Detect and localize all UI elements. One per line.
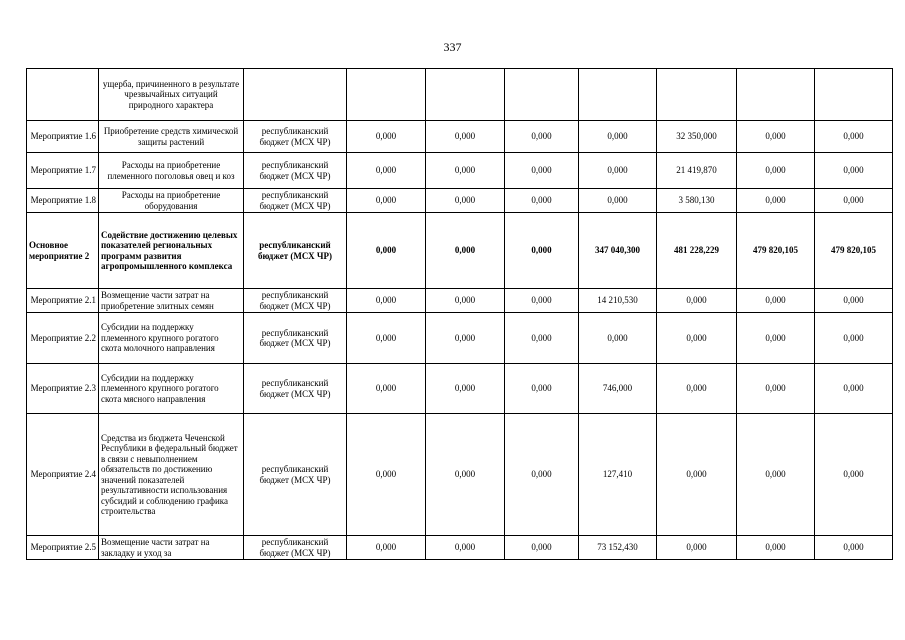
row-code-cell: Мероприятие 2.4 xyxy=(27,414,99,536)
value-cell: 0,000 xyxy=(505,213,579,289)
value-cell: 14 210,530 xyxy=(579,289,657,313)
value-cell: 0,000 xyxy=(815,153,893,189)
row-name-cell: Содействие достижению целевых показателей региональных программ развития агропромышленного комплекса xyxy=(99,213,244,289)
value-cell: 0,000 xyxy=(347,414,426,536)
value-cell: 0,000 xyxy=(426,213,505,289)
row-code-cell xyxy=(27,69,99,121)
value-cell: 0,000 xyxy=(737,289,815,313)
table-row xyxy=(27,69,893,121)
table-row xyxy=(27,313,893,364)
value-cell: 0,000 xyxy=(426,153,505,189)
row-name-cell: Возмещение части затрат на приобретение элитных семян xyxy=(99,289,244,313)
table-row xyxy=(27,536,893,560)
value-cell: 0,000 xyxy=(815,414,893,536)
row-source-cell: республиканский бюджет (МСХ ЧР) xyxy=(244,121,347,153)
table-row xyxy=(27,289,893,313)
value-cell: 0,000 xyxy=(426,414,505,536)
value-cell: 0,000 xyxy=(426,536,505,560)
value-cell: 0,000 xyxy=(505,536,579,560)
value-cell: 0,000 xyxy=(657,414,737,536)
row-name-cell: Возмещение части затрат на закладку и уход за xyxy=(99,536,244,560)
value-cell: 0,000 xyxy=(737,414,815,536)
value-cell xyxy=(579,69,657,121)
value-cell: 0,000 xyxy=(579,153,657,189)
row-name-cell: Субсидии на поддержку племенного крупного рогатого скота молочного направления xyxy=(99,313,244,364)
row-source-cell: республиканский бюджет (МСХ ЧР) xyxy=(244,213,347,289)
row-code-cell: Мероприятие 2.2 xyxy=(27,313,99,364)
value-cell: 0,000 xyxy=(347,313,426,364)
row-name-cell: Расходы на приобретение оборудования xyxy=(99,189,244,213)
value-cell: 0,000 xyxy=(505,364,579,414)
value-cell: 0,000 xyxy=(657,364,737,414)
row-code-cell: Мероприятие 1.8 xyxy=(27,189,99,213)
value-cell: 32 350,000 xyxy=(657,121,737,153)
row-name-cell: Расходы на приобретение племенного поголовья овец и коз xyxy=(99,153,244,189)
value-cell: 0,000 xyxy=(426,121,505,153)
value-cell: 3 580,130 xyxy=(657,189,737,213)
table-row xyxy=(27,414,893,536)
row-code-cell: Основное мероприятие 2 xyxy=(27,213,99,289)
row-name-cell: Приобретение средств химической защиты растений xyxy=(99,121,244,153)
value-cell: 0,000 xyxy=(347,289,426,313)
value-cell: 0,000 xyxy=(505,414,579,536)
row-source-cell: республиканский бюджет (МСХ ЧР) xyxy=(244,313,347,364)
value-cell: 0,000 xyxy=(426,313,505,364)
value-cell: 0,000 xyxy=(815,536,893,560)
value-cell: 127,410 xyxy=(579,414,657,536)
value-cell: 73 152,430 xyxy=(579,536,657,560)
value-cell: 0,000 xyxy=(579,121,657,153)
table-row xyxy=(27,189,893,213)
value-cell: 0,000 xyxy=(347,213,426,289)
value-cell: 0,000 xyxy=(347,121,426,153)
value-cell: 0,000 xyxy=(657,313,737,364)
value-cell: 347 040,300 xyxy=(579,213,657,289)
row-source-cell xyxy=(244,69,347,121)
value-cell xyxy=(347,69,426,121)
value-cell: 0,000 xyxy=(737,189,815,213)
value-cell: 0,000 xyxy=(505,289,579,313)
table-row xyxy=(27,121,893,153)
value-cell: 0,000 xyxy=(347,364,426,414)
row-name-cell: Субсидии на поддержку племенного крупного рогатого скота мясного направления xyxy=(99,364,244,414)
value-cell: 0,000 xyxy=(657,289,737,313)
value-cell: 0,000 xyxy=(737,121,815,153)
value-cell xyxy=(426,69,505,121)
value-cell: 0,000 xyxy=(815,189,893,213)
table-row xyxy=(27,153,893,189)
value-cell xyxy=(737,69,815,121)
value-cell: 0,000 xyxy=(579,189,657,213)
row-code-cell: Мероприятие 2.3 xyxy=(27,364,99,414)
row-source-cell: республиканский бюджет (МСХ ЧР) xyxy=(244,414,347,536)
value-cell: 0,000 xyxy=(505,121,579,153)
row-source-cell: республиканский бюджет (МСХ ЧР) xyxy=(244,189,347,213)
row-source-cell: республиканский бюджет (МСХ ЧР) xyxy=(244,536,347,560)
value-cell: 0,000 xyxy=(737,536,815,560)
value-cell: 0,000 xyxy=(505,189,579,213)
value-cell: 0,000 xyxy=(426,189,505,213)
table-row xyxy=(27,364,893,414)
row-source-cell: республиканский бюджет (МСХ ЧР) xyxy=(244,153,347,189)
row-code-cell: Мероприятие 2.1 xyxy=(27,289,99,313)
row-code-cell: Мероприятие 2.5 xyxy=(27,536,99,560)
value-cell: 479 820,105 xyxy=(815,213,893,289)
row-name-cell: Средства из бюджета Чеченской Республики в федеральный бюджет в связи с невыполнением обязательств по достижению значений показателей результативности использования субсидий и соблюдению графика строительства xyxy=(99,414,244,536)
value-cell: 0,000 xyxy=(347,153,426,189)
row-code-cell: Мероприятие 1.6 xyxy=(27,121,99,153)
value-cell: 0,000 xyxy=(579,313,657,364)
value-cell: 0,000 xyxy=(737,153,815,189)
value-cell: 21 419,870 xyxy=(657,153,737,189)
value-cell xyxy=(815,69,893,121)
value-cell: 0,000 xyxy=(347,536,426,560)
value-cell: 0,000 xyxy=(347,189,426,213)
row-source-cell: республиканский бюджет (МСХ ЧР) xyxy=(244,289,347,313)
value-cell: 0,000 xyxy=(737,313,815,364)
value-cell: 0,000 xyxy=(815,289,893,313)
row-source-cell: республиканский бюджет (МСХ ЧР) xyxy=(244,364,347,414)
value-cell: 0,000 xyxy=(815,121,893,153)
value-cell: 0,000 xyxy=(815,364,893,414)
table-row xyxy=(27,213,893,289)
value-cell: 0,000 xyxy=(657,536,737,560)
value-cell: 0,000 xyxy=(815,313,893,364)
value-cell: 0,000 xyxy=(426,364,505,414)
value-cell: 0,000 xyxy=(737,364,815,414)
row-name-cell: ущерба, причиненного в результате чрезвычайных ситуаций природного характера xyxy=(99,69,244,121)
value-cell: 0,000 xyxy=(505,153,579,189)
value-cell: 481 228,229 xyxy=(657,213,737,289)
value-cell: 0,000 xyxy=(426,289,505,313)
budget-table xyxy=(26,68,893,560)
value-cell: 0,000 xyxy=(505,313,579,364)
page-number: 337 xyxy=(443,40,462,54)
row-code-cell: Мероприятие 1.7 xyxy=(27,153,99,189)
value-cell: 746,000 xyxy=(579,364,657,414)
value-cell xyxy=(657,69,737,121)
value-cell xyxy=(505,69,579,121)
value-cell: 479 820,105 xyxy=(737,213,815,289)
